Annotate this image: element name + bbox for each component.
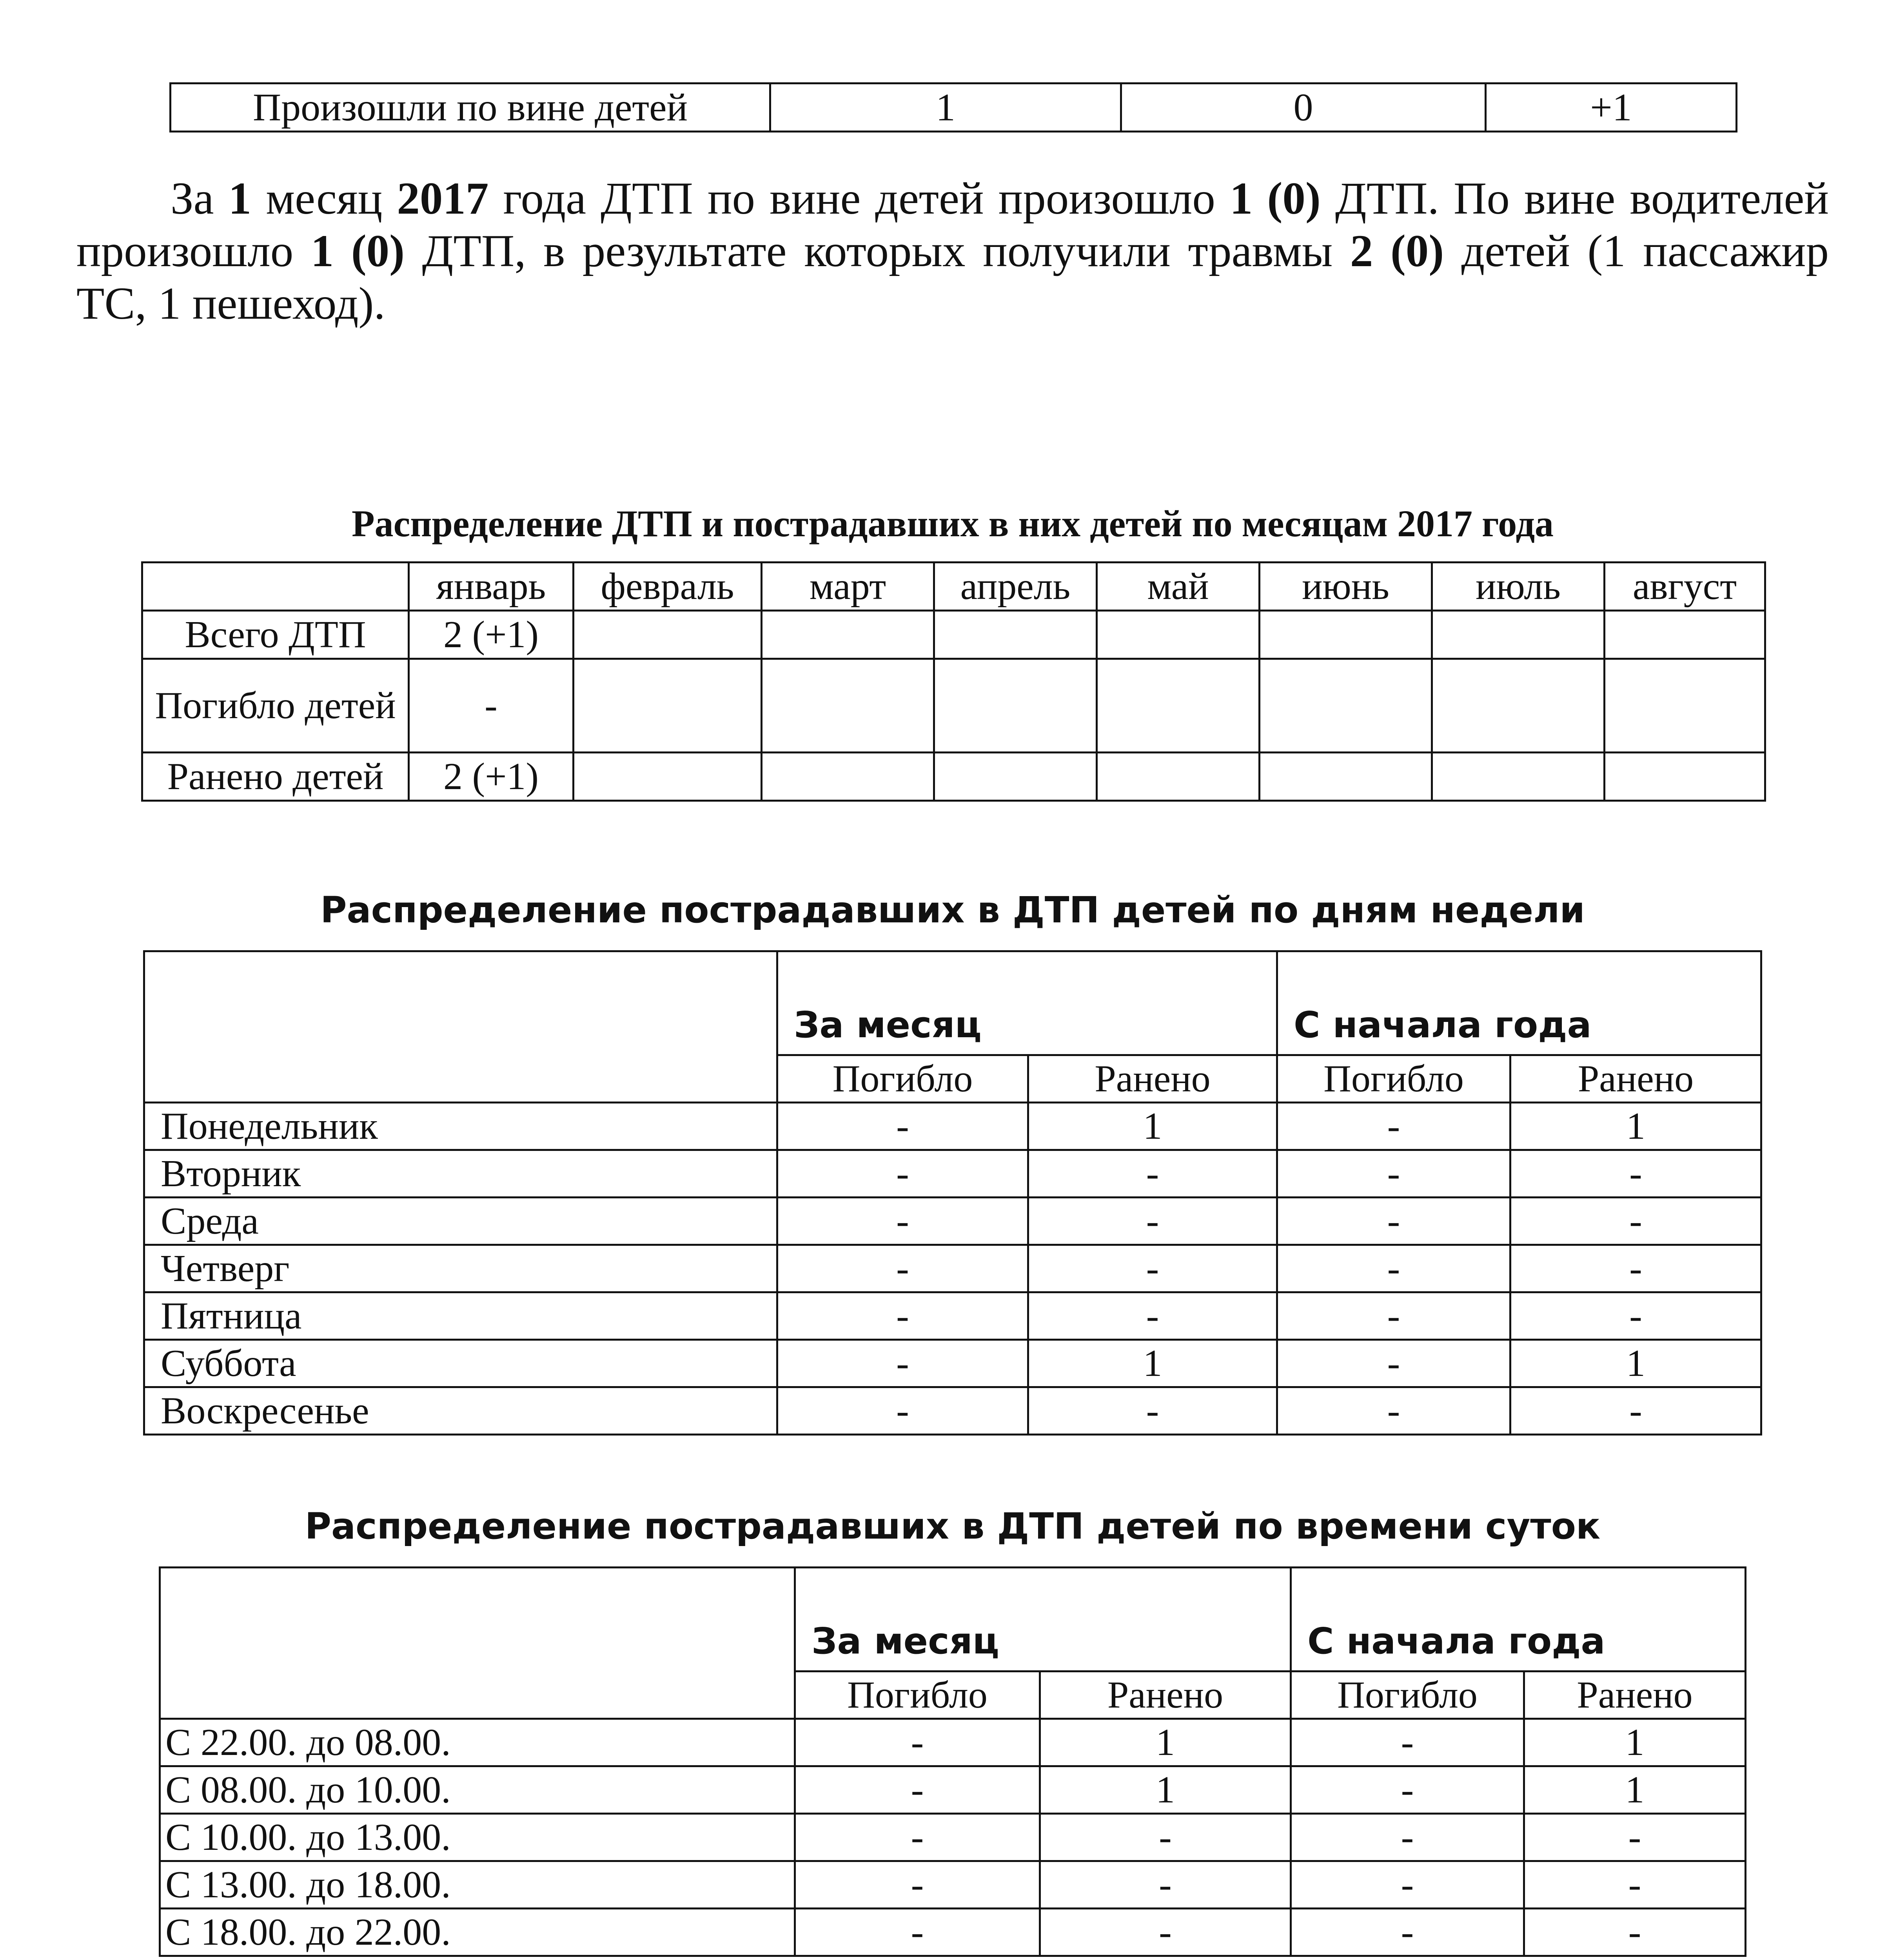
group-header-month: За месяц	[777, 951, 1277, 1055]
table-cell	[1605, 753, 1765, 801]
table-cell: -	[1028, 1292, 1277, 1340]
table-row	[142, 611, 1765, 659]
table-cell	[762, 611, 934, 659]
table-cell: 1	[1510, 1103, 1761, 1150]
table-cell	[1432, 611, 1605, 659]
weekday-table	[143, 950, 1762, 1436]
text-fragment: ДТП. По вине водителей произошло	[76, 173, 1829, 276]
table-cell: -	[1510, 1198, 1761, 1245]
col-header-killed: Погибло	[1291, 1671, 1524, 1719]
text-bold: 1	[228, 173, 252, 224]
row-label: Погибло детей	[142, 659, 409, 753]
months-table-title: Распределение ДТП и пострадавших в них детей по месяцам 2017 года	[351, 503, 1554, 544]
table-cell: -	[1524, 1861, 1746, 1909]
group-header-month: За месяц	[795, 1568, 1291, 1671]
table-row	[144, 1198, 1761, 1245]
table-cell: -	[1524, 1814, 1746, 1861]
col-header-killed: Погибло	[777, 1055, 1028, 1103]
table-cell	[1432, 753, 1605, 801]
table-cell: 2 (+1)	[409, 611, 574, 659]
table-cell: -	[1040, 1909, 1291, 1956]
table-cell: -	[1277, 1292, 1510, 1340]
group-header-year: С начала года	[1291, 1568, 1746, 1671]
table-cell: -	[1510, 1245, 1761, 1292]
table-cell: 1	[1040, 1766, 1291, 1814]
table-cell	[1605, 611, 1765, 659]
table-cell: -	[777, 1150, 1028, 1198]
row-label: Воскресенье	[144, 1387, 777, 1435]
summary-value-change: +1	[1486, 83, 1737, 132]
row-label: Всего ДТП	[142, 611, 409, 659]
month-header: июнь	[1260, 563, 1432, 611]
summary-value-previous: 0	[1121, 83, 1486, 132]
time-table	[159, 1566, 1746, 1957]
text-fragment: За	[171, 173, 229, 224]
table-cell: -	[1291, 1909, 1524, 1956]
col-header-killed: Погибло	[795, 1671, 1040, 1719]
summary-value-current: 1	[770, 83, 1121, 132]
table-row	[144, 1292, 1761, 1340]
month-header: май	[1097, 563, 1260, 611]
time-table-title: Распределение пострадавших в ДТП детей по времени суток	[305, 1505, 1601, 1547]
table-cell: -	[1277, 1198, 1510, 1245]
table-cell: -	[1040, 1861, 1291, 1909]
table-header-row	[144, 951, 1761, 1055]
col-header-injured: Ранено	[1028, 1055, 1277, 1103]
table-cell: -	[1277, 1340, 1510, 1387]
table-cell: -	[1277, 1245, 1510, 1292]
table-cell: -	[795, 1766, 1040, 1814]
table-row	[144, 1103, 1761, 1150]
text-bold: 2017	[397, 173, 489, 224]
table-cell: -	[1277, 1150, 1510, 1198]
table-cell: -	[1524, 1909, 1746, 1956]
table-cell: -	[1277, 1387, 1510, 1435]
month-header: март	[762, 563, 934, 611]
table-cell: -	[795, 1719, 1040, 1766]
table-cell: -	[1291, 1719, 1524, 1766]
table-cell	[1097, 659, 1260, 753]
text-bold: 1 (0)	[310, 226, 405, 276]
table-cell: -	[1291, 1766, 1524, 1814]
table-cell: -	[777, 1340, 1028, 1387]
group-header-year: С начала года	[1277, 951, 1761, 1055]
table-cell: -	[1510, 1292, 1761, 1340]
table-cell: -	[777, 1387, 1028, 1435]
table-cell: -	[1028, 1198, 1277, 1245]
text-fragment: года ДТП по вине детей произошло	[488, 173, 1230, 224]
summary-paragraph	[76, 172, 1829, 330]
table-cell: -	[777, 1292, 1028, 1340]
table-cell: -	[409, 659, 574, 753]
row-label: С 18.00. до 22.00.	[160, 1909, 795, 1956]
table-cell: -	[795, 1814, 1040, 1861]
table-cell: -	[1510, 1387, 1761, 1435]
table-cell	[574, 659, 762, 753]
month-header: январь	[409, 563, 574, 611]
table-cell: 1	[1524, 1766, 1746, 1814]
corner-cell	[144, 951, 777, 1103]
table-cell: -	[795, 1909, 1040, 1956]
table-cell: -	[777, 1245, 1028, 1292]
table-cell: 2 (+1)	[409, 753, 574, 801]
table-row	[160, 1861, 1746, 1909]
corner-cell	[160, 1568, 795, 1719]
table-cell	[762, 753, 934, 801]
table-cell	[934, 611, 1097, 659]
text-bold: 2 (0)	[1350, 226, 1444, 276]
table-cell: -	[777, 1198, 1028, 1245]
table-row	[144, 1245, 1761, 1292]
table-cell: 1	[1510, 1340, 1761, 1387]
text-fragment: ДТП, в результате которых получили травмы	[405, 226, 1350, 276]
table-cell	[762, 659, 934, 753]
table-cell	[1605, 659, 1765, 753]
table-cell	[1260, 611, 1432, 659]
text-fragment: месяц	[251, 173, 397, 224]
table-cell: -	[1040, 1814, 1291, 1861]
table-cell	[1432, 659, 1605, 753]
summary-table	[169, 82, 1737, 132]
row-label: Четверг	[144, 1245, 777, 1292]
col-header-injured: Ранено	[1510, 1055, 1761, 1103]
row-label: С 22.00. до 08.00.	[160, 1719, 795, 1766]
row-label: С 08.00. до 10.00.	[160, 1766, 795, 1814]
row-label: Среда	[144, 1198, 777, 1245]
table-cell: -	[777, 1103, 1028, 1150]
months-table	[141, 561, 1766, 802]
corner-cell	[142, 563, 409, 611]
table-cell: -	[1028, 1245, 1277, 1292]
month-header: апрель	[934, 563, 1097, 611]
table-row	[144, 1150, 1761, 1198]
row-label: Понедельник	[144, 1103, 777, 1150]
table-cell: -	[795, 1861, 1040, 1909]
table-cell	[1260, 659, 1432, 753]
summary-label: Произошли по вине детей	[171, 83, 770, 132]
table-cell: 1	[1524, 1719, 1746, 1766]
table-cell: -	[1028, 1150, 1277, 1198]
table-row	[142, 659, 1765, 753]
row-label: Пятница	[144, 1292, 777, 1340]
table-row	[160, 1719, 1746, 1766]
table-cell: 1	[1028, 1103, 1277, 1150]
text-bold: 1 (0)	[1229, 173, 1321, 224]
table-cell	[1097, 611, 1260, 659]
row-label: Суббота	[144, 1340, 777, 1387]
table-cell: 1	[1028, 1340, 1277, 1387]
table-cell	[1097, 753, 1260, 801]
table-row	[171, 83, 1737, 132]
row-label: Ранено детей	[142, 753, 409, 801]
table-cell	[574, 611, 762, 659]
table-cell: -	[1277, 1103, 1510, 1150]
text-fragment: детей (1 пассажир ТС, 1 пешеход).	[76, 226, 1829, 329]
weekday-table-title: Распределение пострадавших в ДТП детей по дням недели	[320, 889, 1585, 931]
table-cell	[1260, 753, 1432, 801]
table-header-row	[142, 563, 1765, 611]
col-header-injured: Ранено	[1040, 1671, 1291, 1719]
table-row	[144, 1340, 1761, 1387]
table-cell: -	[1291, 1861, 1524, 1909]
table-row	[160, 1814, 1746, 1861]
month-header: февраль	[574, 563, 762, 611]
month-header: август	[1605, 563, 1765, 611]
table-row	[144, 1387, 1761, 1435]
row-label: С 13.00. до 18.00.	[160, 1861, 795, 1909]
table-row	[160, 1766, 1746, 1814]
row-label: С 10.00. до 13.00.	[160, 1814, 795, 1861]
row-label: Вторник	[144, 1150, 777, 1198]
col-header-injured: Ранено	[1524, 1671, 1746, 1719]
table-header-row	[160, 1568, 1746, 1671]
table-cell: -	[1028, 1387, 1277, 1435]
table-cell: -	[1510, 1150, 1761, 1198]
table-cell: 1	[1040, 1719, 1291, 1766]
table-cell	[934, 753, 1097, 801]
table-cell	[574, 753, 762, 801]
col-header-killed: Погибло	[1277, 1055, 1510, 1103]
table-row	[160, 1909, 1746, 1956]
table-cell	[934, 659, 1097, 753]
month-header: июль	[1432, 563, 1605, 611]
table-cell: -	[1291, 1814, 1524, 1861]
table-row	[142, 753, 1765, 801]
